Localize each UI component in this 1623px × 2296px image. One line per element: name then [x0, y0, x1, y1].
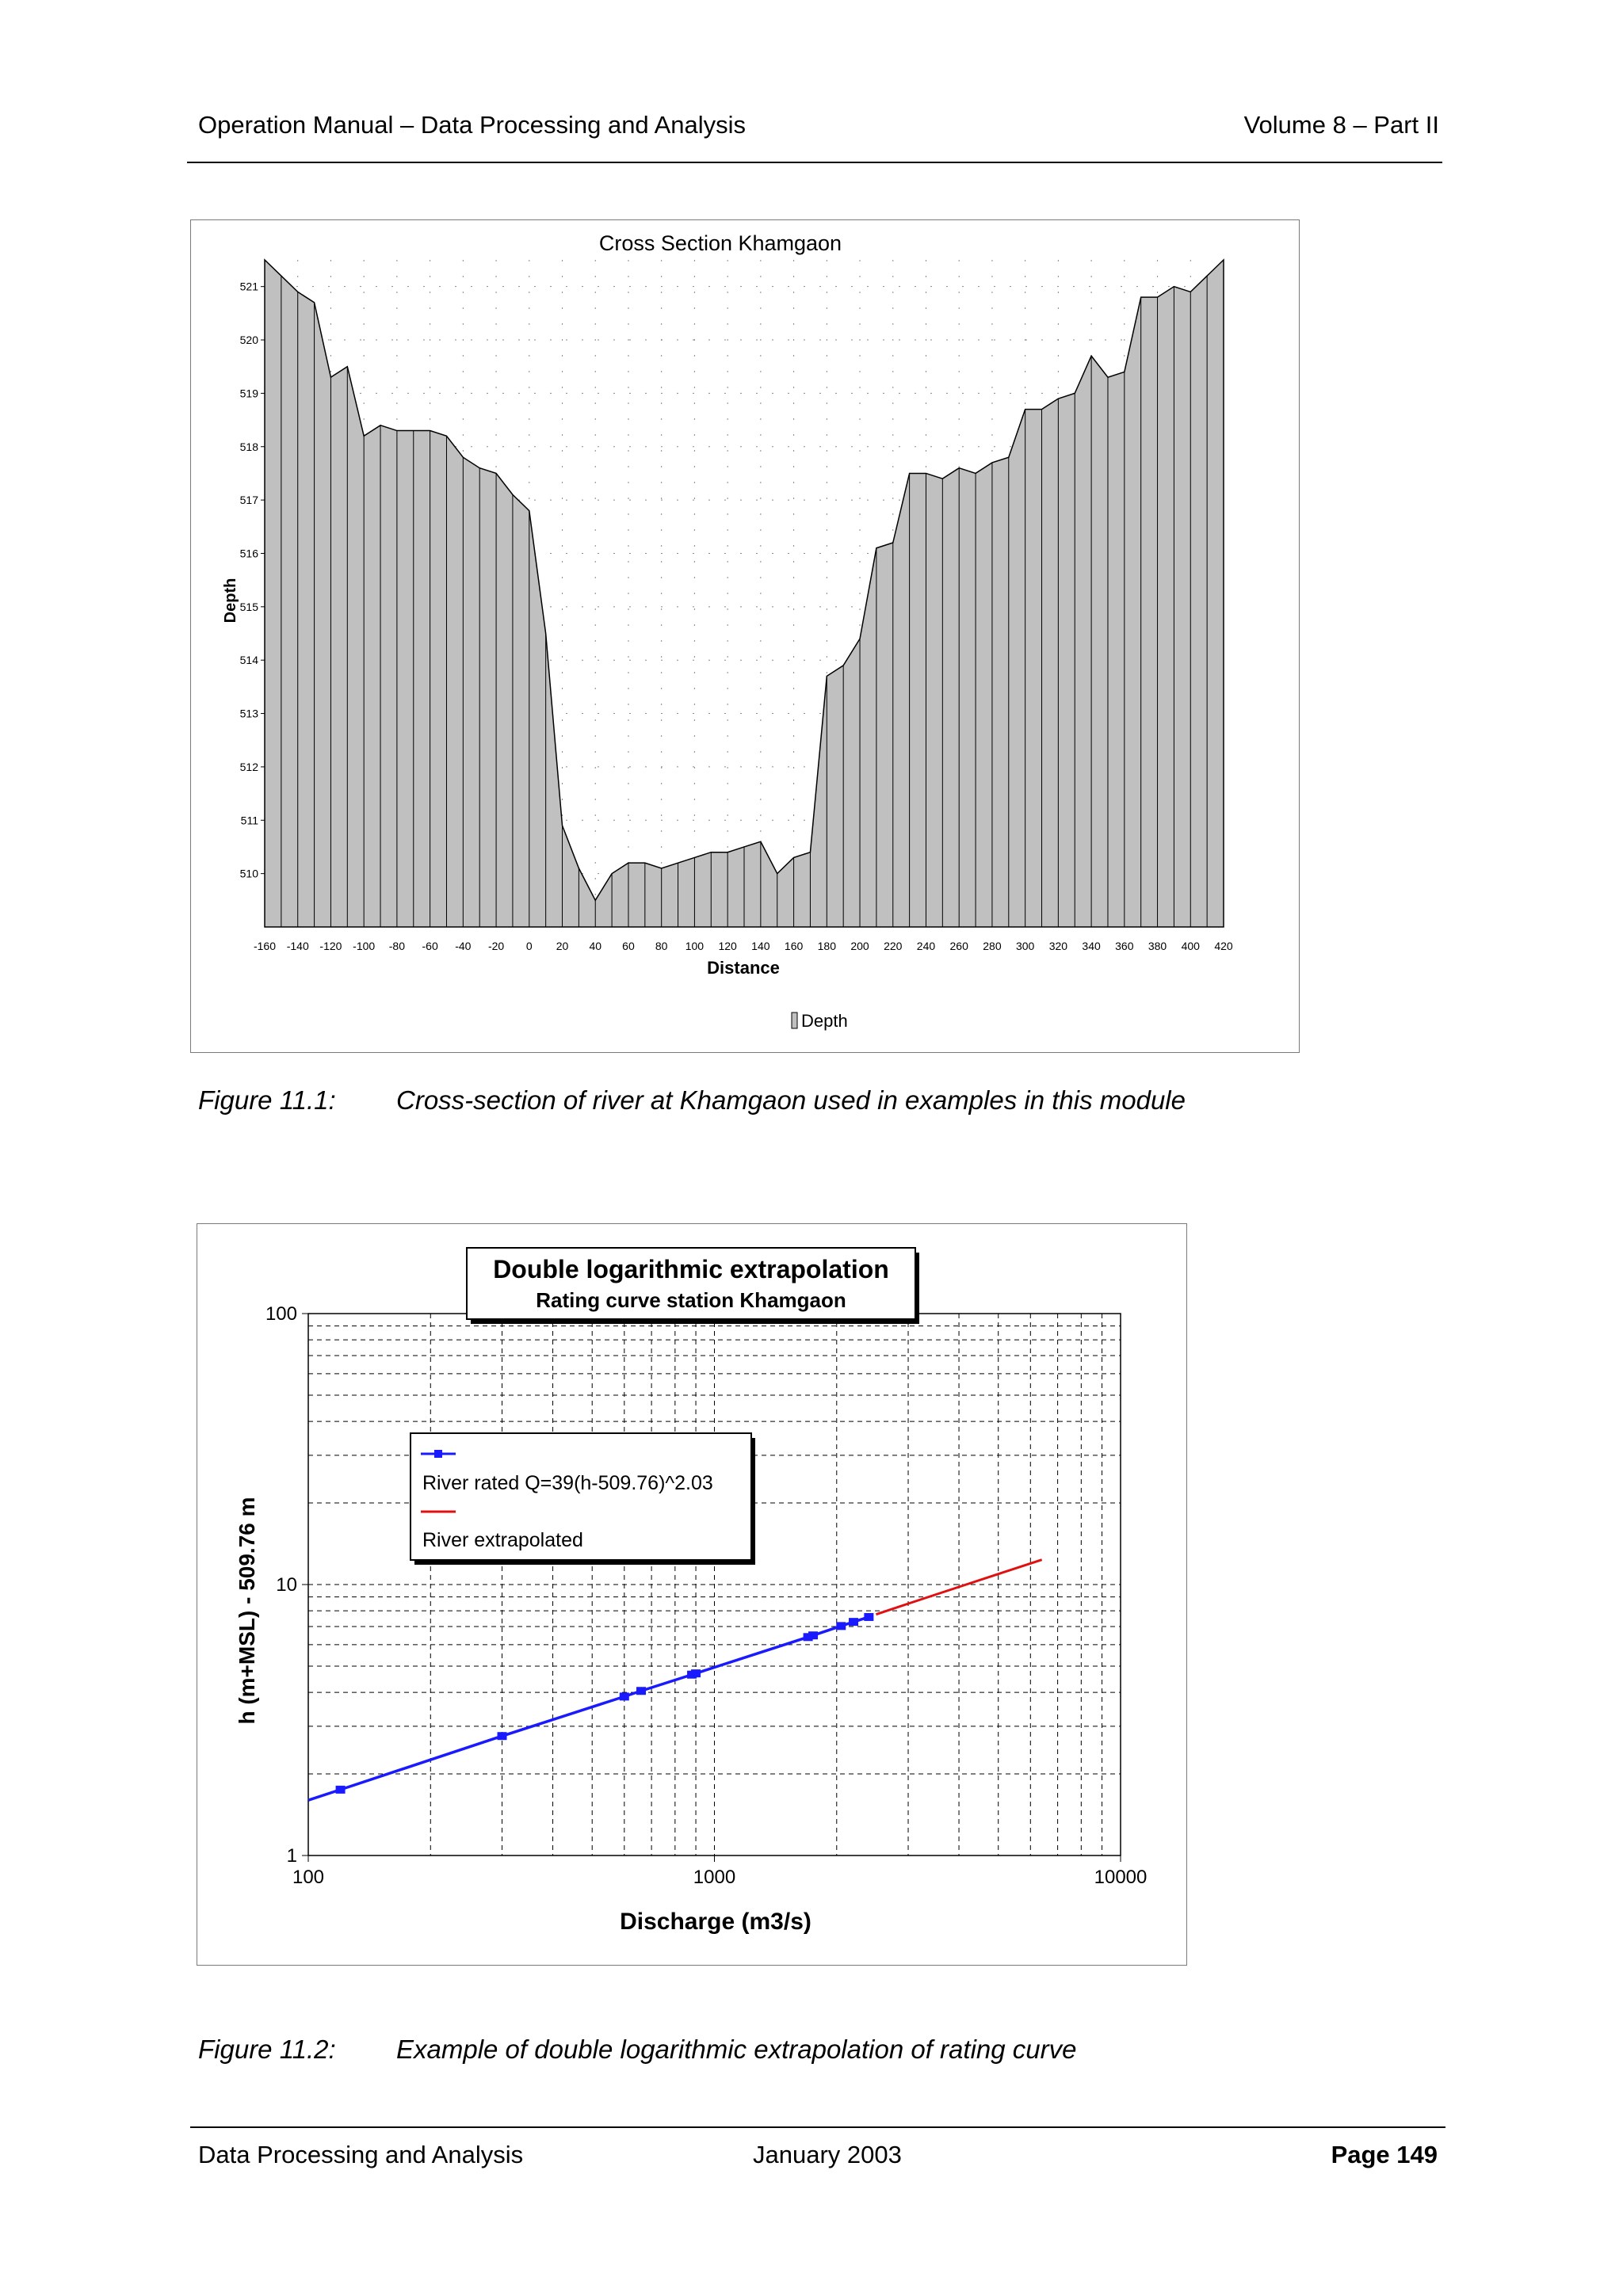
header-left: Operation Manual – Data Processing and Analysis — [198, 111, 747, 139]
chart-subtitle: Rating curve station Khamgaon — [536, 1288, 846, 1312]
chart-legend — [411, 1433, 755, 1565]
x-tick-label: -80 — [388, 940, 406, 952]
y-tick-label: 512 — [239, 760, 258, 773]
header-rule — [187, 162, 1442, 163]
series-rated-marker — [620, 1692, 629, 1700]
x-tick-label: 0 — [525, 940, 533, 952]
x-tick-label: -60 — [422, 940, 438, 952]
rating-curve-chart — [197, 1224, 1186, 1965]
x-tick-label: 100 — [292, 1867, 325, 1888]
x-tick-label: 80 — [655, 940, 668, 952]
x-axis-label: Discharge (m3/s) — [620, 1909, 812, 1935]
x-axis-label: Distance — [707, 958, 780, 978]
series-rated-marker — [864, 1613, 873, 1621]
x-tick-label: -160 — [253, 940, 277, 952]
series-rated-marker — [691, 1669, 701, 1677]
y-tick-label: 10 — [276, 1574, 297, 1596]
x-tick-label: 300 — [1015, 940, 1035, 952]
x-tick-label: 100 — [685, 940, 705, 952]
depth-area — [265, 260, 1224, 927]
x-tick-label: 260 — [949, 940, 968, 952]
y-tick-label: 518 — [239, 440, 258, 453]
x-tick-label: 20 — [556, 940, 569, 952]
footer-center: January 2003 — [753, 2141, 902, 2168]
legend-label: Depth — [801, 1011, 848, 1031]
cross-section-chart — [191, 220, 1299, 1052]
x-tick-label: 420 — [1214, 940, 1233, 952]
x-tick-label: 220 — [884, 940, 903, 952]
legend-swatch — [792, 1013, 797, 1028]
y-tick-label: 100 — [265, 1303, 297, 1325]
x-tick-label: 40 — [589, 940, 602, 952]
x-tick-label: 380 — [1148, 940, 1167, 952]
figure-2-caption-number: Figure 11.2: — [198, 2035, 336, 2064]
y-tick-label: 1 — [286, 1845, 297, 1867]
series-rated-marker — [336, 1786, 346, 1794]
x-tick-label: 360 — [1115, 940, 1134, 952]
x-tick-label: 160 — [784, 940, 804, 952]
footer-rule — [190, 2126, 1445, 2128]
x-tick-label: 320 — [1048, 940, 1068, 952]
x-tick-label: -100 — [353, 940, 376, 952]
series-rated-marker — [498, 1732, 507, 1740]
series-rated-marker — [849, 1618, 858, 1626]
x-tick-label: 200 — [850, 940, 869, 952]
x-tick-label: -40 — [455, 940, 472, 952]
x-tick-label: 400 — [1181, 940, 1200, 952]
x-tick-label: 60 — [622, 940, 635, 952]
x-tick-label: -140 — [286, 940, 309, 952]
legend-label-extrapolated: River extrapolated — [422, 1529, 583, 1551]
y-tick-label: 517 — [239, 494, 258, 507]
legend-marker-rated — [434, 1450, 442, 1458]
y-tick-label: 514 — [239, 654, 258, 667]
chart-title: Double logarithmic extrapolation — [493, 1255, 889, 1283]
footer-left: Data Processing and Analysis — [198, 2141, 524, 2168]
chart-legend — [792, 1011, 848, 1031]
legend-label-rated: River rated Q=39(h-509.76)^2.03 — [422, 1472, 713, 1494]
y-tick-label: 519 — [239, 387, 258, 400]
series-rated-marker — [636, 1687, 646, 1695]
x-tick-label: 140 — [751, 940, 770, 952]
x-tick-label: 120 — [718, 940, 737, 952]
x-tick-label: 1000 — [693, 1867, 736, 1888]
y-tick-label: 521 — [239, 280, 258, 293]
x-tick-label: 240 — [916, 940, 936, 952]
header-right: Volume 8 – Part II — [1243, 111, 1439, 139]
x-tick-label: -20 — [487, 940, 505, 952]
chart-title-box — [467, 1248, 919, 1324]
series-rated-marker — [808, 1631, 818, 1639]
x-tick-label: 180 — [817, 940, 836, 952]
y-tick-label: 520 — [239, 334, 258, 347]
series-rated-marker — [836, 1622, 846, 1630]
figure-2-frame — [197, 1223, 1187, 1966]
footer-page: Page 149 — [1331, 2141, 1438, 2168]
y-axis-label: Depth — [222, 578, 239, 624]
chart-title: Cross Section Khamgaon — [598, 231, 842, 255]
y-tick-label: 515 — [239, 600, 258, 613]
x-tick-label: 10000 — [1094, 1867, 1148, 1888]
x-tick-label: -120 — [319, 940, 342, 952]
y-tick-label: 511 — [240, 814, 258, 827]
figure-1-caption-text: Cross-section of river at Khamgaon used in examples in this module — [396, 1085, 1186, 1115]
y-tick-label: 513 — [239, 707, 258, 720]
figure-1-frame — [190, 219, 1300, 1053]
figure-2-caption-text: Example of double logarithmic extrapolation of rating curve — [396, 2035, 1077, 2064]
y-tick-label: 510 — [239, 867, 258, 880]
x-tick-label: 340 — [1082, 940, 1101, 952]
figure-1-caption-number: Figure 11.1: — [198, 1085, 336, 1115]
y-tick-label: 516 — [239, 547, 258, 560]
y-axis-label: h (m+MSL) - 509.76 m — [235, 1497, 259, 1725]
x-tick-label: 280 — [983, 940, 1002, 952]
